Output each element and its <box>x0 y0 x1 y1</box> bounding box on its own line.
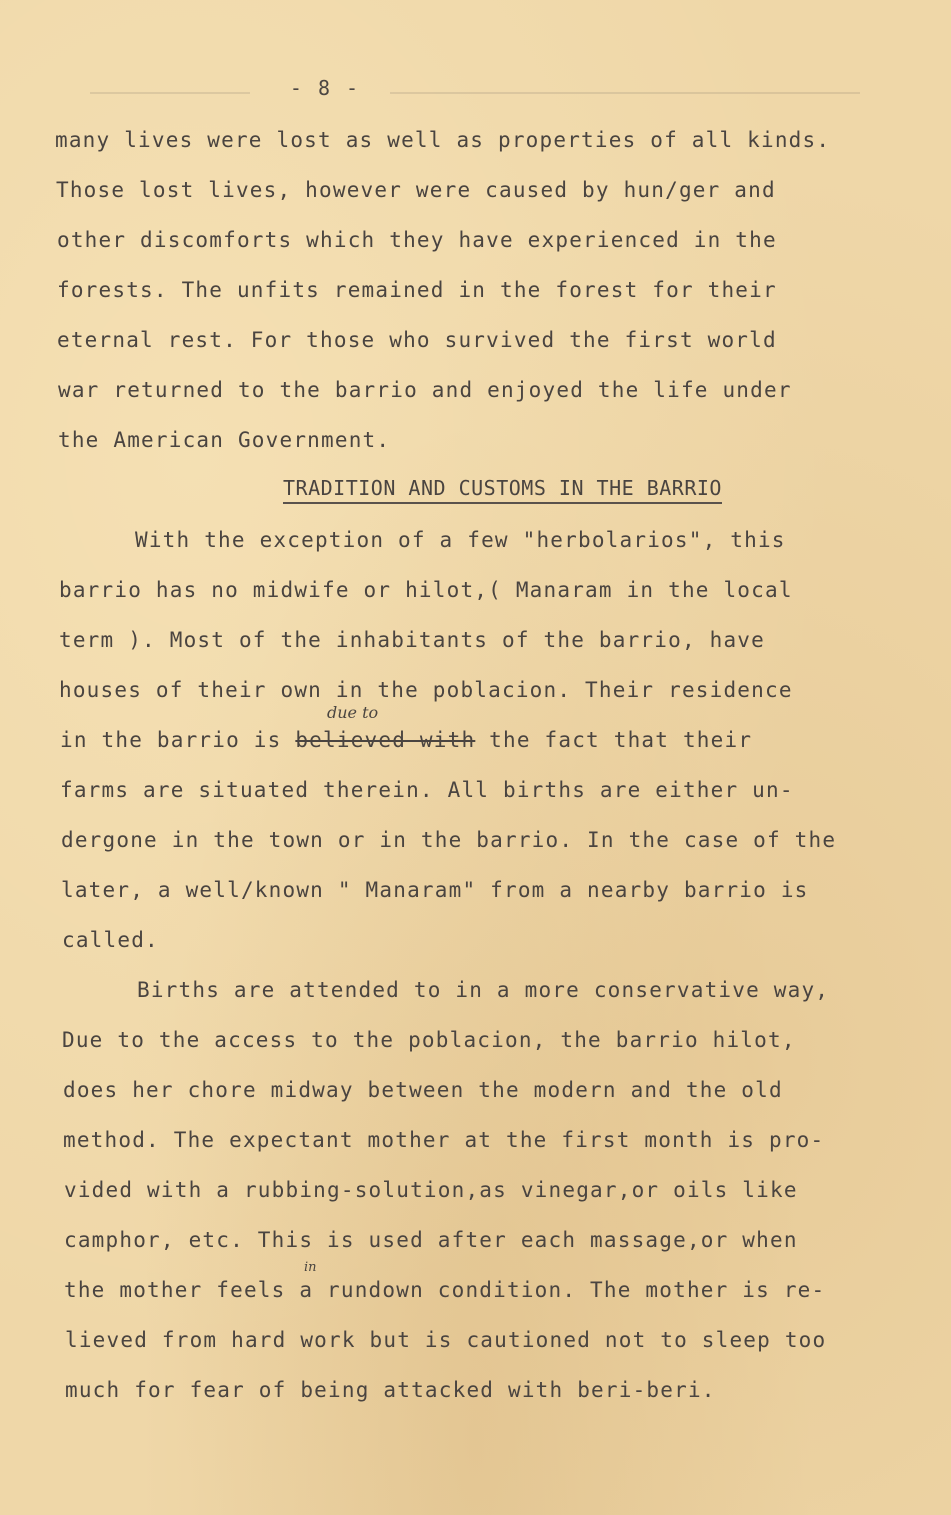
text-line: much for fear of being attacked with beri-beri. <box>65 1378 716 1402</box>
text-line: the American Government. <box>58 428 391 452</box>
text-line: does her chore midway between the modern and the old <box>63 1078 783 1102</box>
text-segment: in the barrio is <box>60 728 296 752</box>
page-number: - 8 - <box>289 76 361 100</box>
text-line: camphor, etc. This is used after each massage,or when <box>64 1228 798 1252</box>
text-line: Those lost lives, however were caused by hun/ger and <box>56 178 776 202</box>
text-line: With the exception of a few "herbolarios", this <box>135 528 786 552</box>
section-heading: TRADITION AND CUSTOMS IN THE BARRIO <box>283 476 722 504</box>
text-line: Births are attended to in a more conservative way, <box>137 978 830 1002</box>
text-line: the mother feels a rundown condition. The mother is re- <box>64 1278 826 1302</box>
text-line: other discomforts which they have experienced in the <box>57 228 777 252</box>
text-line: term ). Most of the inhabitants of the barrio, have <box>59 628 765 652</box>
text-segment: the fact that their <box>475 728 753 752</box>
text-line-with-correction <box>60 728 752 752</box>
text-line: dergone in the town or in the barrio. In the case of the <box>61 828 837 852</box>
text-line: war returned to the barrio and enjoyed the life under <box>58 378 792 402</box>
text-line: many lives were lost as well as properties of all kinds. <box>55 128 831 152</box>
handwritten-insertion: in <box>304 1260 317 1275</box>
text-line: lieved from hard work but is cautioned not to sleep too <box>65 1328 827 1352</box>
text-line: method. The expectant mother at the first month is pro- <box>63 1128 825 1152</box>
text-line: houses of their own in the poblacion. Their residence <box>59 678 793 702</box>
text-line: vided with a rubbing-solution,as vinegar,or oils like <box>64 1178 798 1202</box>
text-line: Due to the access to the poblacion, the barrio hilot, <box>62 1028 796 1052</box>
text-line: forests. The unfits remained in the forest for their <box>57 278 777 302</box>
handwritten-correction: due to <box>327 703 379 722</box>
text-line: barrio has no midwife or hilot,( Manaram in the local <box>59 578 793 602</box>
faint-smudge <box>390 92 860 94</box>
struck-text: believed with <box>295 728 476 752</box>
text-line: called. <box>62 928 159 952</box>
faint-smudge <box>90 92 250 94</box>
text-line: farms are situated therein. All births are either un- <box>60 778 794 802</box>
text-line: eternal rest. For those who survived the first world <box>57 328 777 352</box>
text-line: later, a well/known " Manaram" from a nearby barrio is <box>61 878 809 902</box>
